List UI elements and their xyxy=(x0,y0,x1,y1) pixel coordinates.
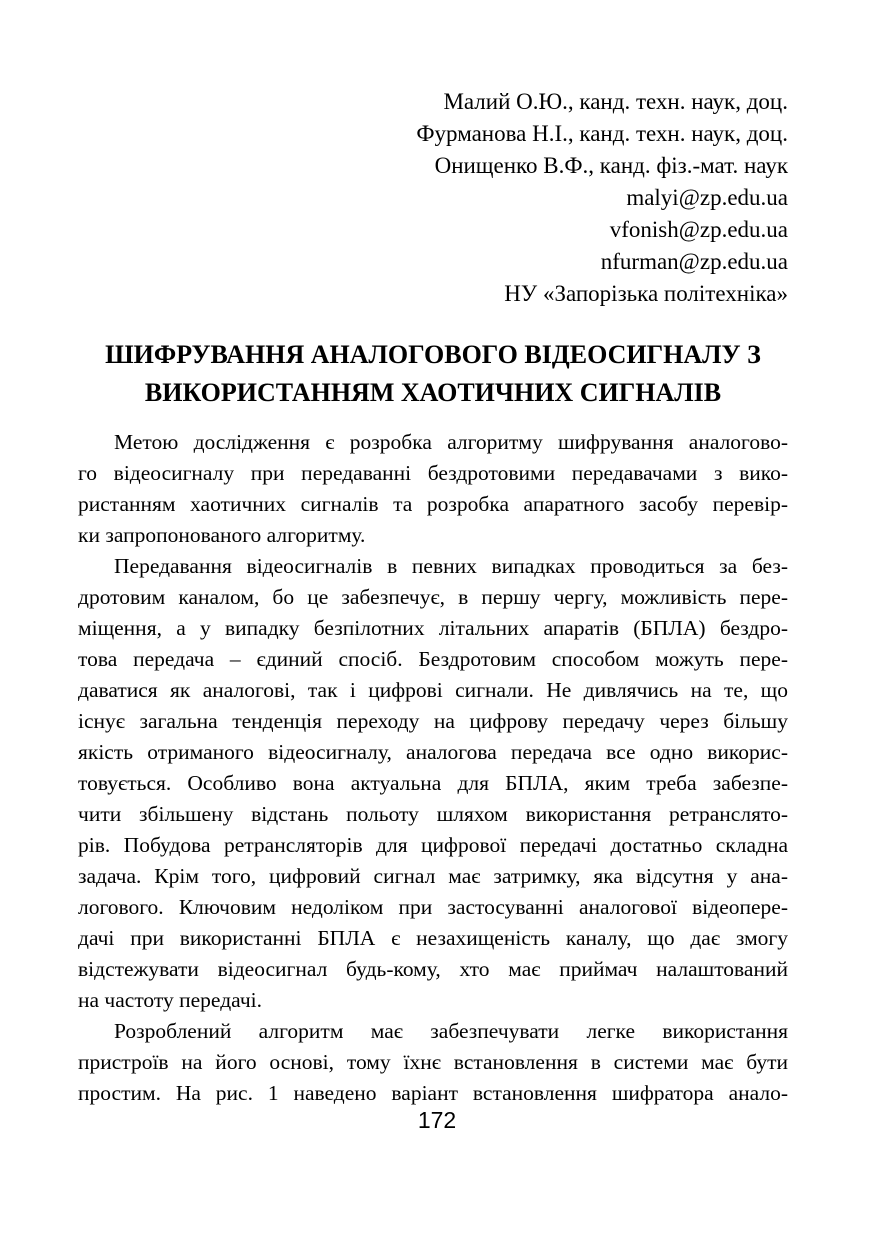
body-line: Передавання відеосигналів в певних випадках проводиться за без- xyxy=(114,554,788,578)
body-line: якість отриманого відеосигналу, аналогова передача все одно викорис- xyxy=(78,740,788,764)
body-line: на частоту передачі. xyxy=(78,988,262,1012)
body-line: товується. Особливо вона актуальна для БПЛА, яким треба забезпе- xyxy=(78,771,788,795)
body-line: пристроїв на його основі, тому їхнє встановлення в системи має бути xyxy=(78,1050,788,1074)
body-line: дротовим каналом, бо це забезпечує, в першу чергу, можливість пере- xyxy=(78,585,788,609)
author-line: Онищенко В.Ф., канд. фіз.-мат. наук xyxy=(434,153,788,178)
author-line: malyi@zp.edu.ua xyxy=(626,185,788,210)
body-line: ристанням хаотичних сигналів та розробка апаратного засобу перевір- xyxy=(78,492,788,516)
paragraph xyxy=(78,551,788,1016)
body-line: рів. Побудова ретрансляторів для цифрової передачі достатньо складна xyxy=(78,833,788,857)
body-line: даватися як аналогові, так і цифрові сигнали. Не дивлячись на те, що xyxy=(78,678,788,702)
author-line: Малий О.Ю., канд. техн. наук, доц. xyxy=(443,89,788,114)
author-block xyxy=(78,86,788,310)
body-line: міщення, а у випадку безпілотних літальних апаратів (БПЛА) бездро- xyxy=(78,616,788,640)
paper-title xyxy=(78,336,788,412)
body-line: відстежувати відеосигнал будь-кому, хто має приймач налаштований xyxy=(78,957,788,981)
page-number: 172 xyxy=(417,1107,457,1133)
paragraph xyxy=(78,427,788,551)
paragraph xyxy=(78,1016,788,1109)
body-line: чити збільшену відстань польоту шляхом використання ретранслято- xyxy=(78,802,788,826)
author-line: nfurman@zp.edu.ua xyxy=(600,249,788,274)
body-line: ки запропонованого алгоритму. xyxy=(78,523,366,547)
body-line: го відеосигналу при передаванні бездротовими передавачами з вико- xyxy=(78,461,788,485)
title-line: ВИКОРИСТАННЯМ ХАОТИЧНИХ СИГНАЛІВ xyxy=(144,378,722,407)
author-line: Фурманова Н.І., канд. техн. наук, доц. xyxy=(416,121,788,146)
title-line: ШИФРУВАННЯ АНАЛОГОВОГО ВІДЕОСИГНАЛУ З xyxy=(105,340,761,369)
body-line: існує загальна тенденція переходу на цифрову передачу через більшу xyxy=(78,709,788,733)
body-line: задача. Крім того, цифровий сигнал має затримку, яка відсутня у ана- xyxy=(78,864,788,888)
body-line: логового. Ключовим недоліком при застосуванні аналогової відеопере- xyxy=(78,895,788,919)
article-body xyxy=(78,427,788,1109)
body-line: това передача – єдиний спосіб. Бездротовим способом можуть пере- xyxy=(78,647,788,671)
author-line: vfonish@zp.edu.ua xyxy=(609,217,788,242)
body-line: простим. На рис. 1 наведено варіант встановлення шифратора анало- xyxy=(78,1081,788,1105)
body-line: дачі при використанні БПЛА є незахищеність каналу, що дає змогу xyxy=(78,926,788,950)
author-line: НУ «Запорізька політехніка» xyxy=(504,281,788,306)
body-line: Розроблений алгоритм має забезпечувати легке використання xyxy=(114,1019,788,1043)
body-line: Метою дослідження є розробка алгоритму шифрування аналогово- xyxy=(114,430,788,454)
